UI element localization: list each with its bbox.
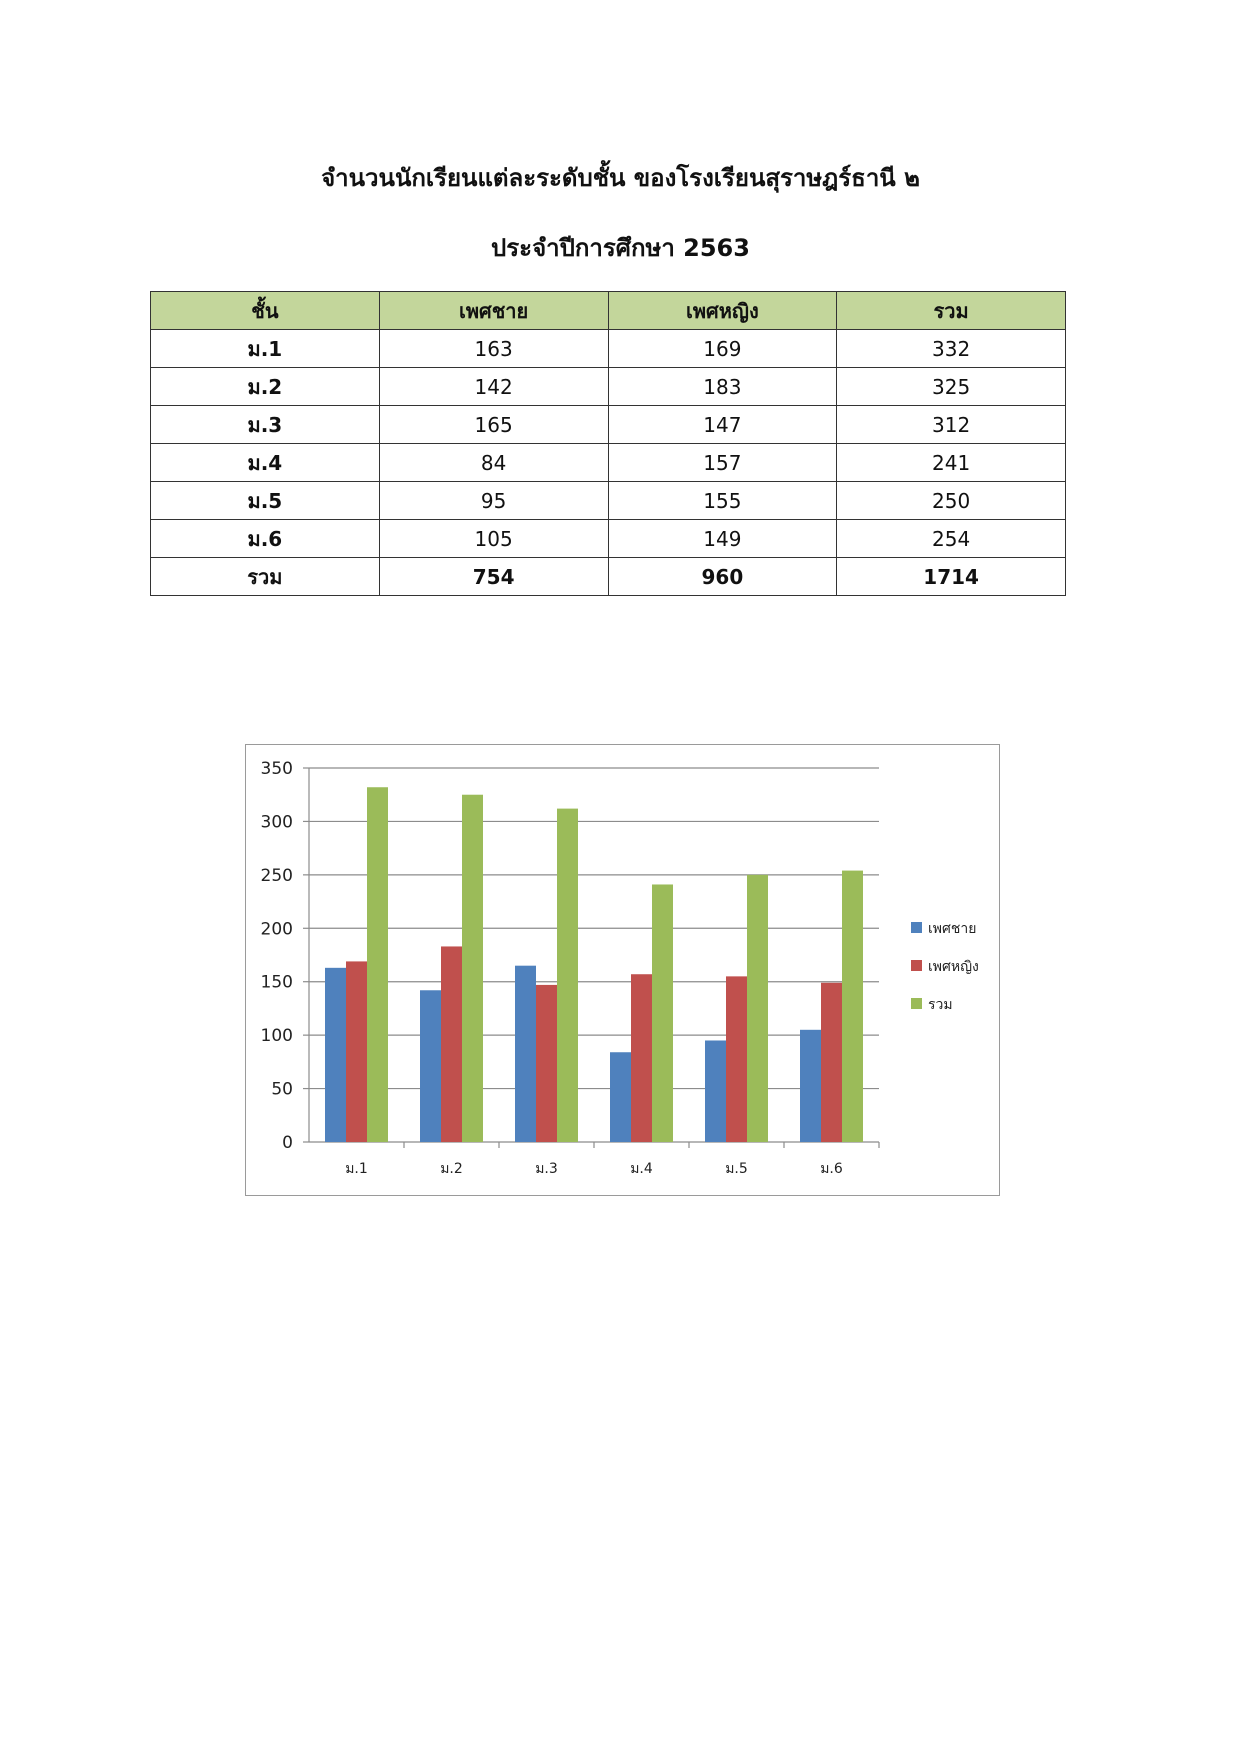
cell-grade: ม.2: [151, 368, 380, 406]
table-row: [151, 520, 1066, 558]
bar-3-6: [842, 871, 863, 1142]
cell-total: 312: [837, 406, 1066, 444]
y-tick-label: 300: [260, 812, 293, 833]
cell-male: 95: [379, 482, 608, 520]
table-row: [151, 330, 1066, 368]
legend-swatch-1: [911, 922, 922, 933]
cell-male: 165: [379, 406, 608, 444]
bar-3-4: [652, 884, 673, 1142]
bar-3-2: [462, 795, 483, 1142]
bar-3-5: [747, 875, 768, 1142]
cell-total: 332: [837, 330, 1066, 368]
cell-total-male: 754: [379, 558, 608, 596]
cell-grade: ม.4: [151, 444, 380, 482]
cell-total: 254: [837, 520, 1066, 558]
bar-1-3: [515, 966, 536, 1142]
bar-2-1: [346, 961, 367, 1142]
cell-total-female: 960: [608, 558, 837, 596]
bar-3-3: [557, 809, 578, 1142]
x-tick-label: ม.1: [345, 1161, 368, 1177]
bar-3-1: [367, 787, 388, 1142]
legend-swatch-2: [911, 960, 922, 971]
bar-1-5: [705, 1040, 726, 1142]
header-total: รวม: [837, 292, 1066, 330]
cell-female: 149: [608, 520, 837, 558]
cell-grade: ม.3: [151, 406, 380, 444]
y-tick-label: 0: [282, 1133, 293, 1153]
cell-total-all: 1714: [837, 558, 1066, 596]
document-title: จำนวนนักเรียนแต่ละระดับชั้น ของโรงเรียนสุราษฎร์ธานี ๒: [321, 164, 920, 192]
bar-2-4: [631, 974, 652, 1142]
y-tick-label: 250: [260, 865, 293, 886]
document-subtitle: ประจำปีการศึกษา 2563: [491, 234, 750, 262]
table-row: [151, 482, 1066, 520]
cell-male: 142: [379, 368, 608, 406]
y-tick-label: 150: [260, 972, 293, 993]
cell-female: 183: [608, 368, 837, 406]
x-tick-label: ม.2: [440, 1161, 463, 1177]
legend-label-3: รวม: [928, 997, 953, 1013]
cell-female: 147: [608, 406, 837, 444]
cell-grade: ม.1: [151, 330, 380, 368]
header-male: เพศชาย: [379, 292, 608, 330]
cell-male: 84: [379, 444, 608, 482]
x-tick-label: ม.4: [630, 1161, 653, 1177]
bar-2-2: [441, 946, 462, 1142]
cell-female: 169: [608, 330, 837, 368]
x-tick-label: ม.6: [820, 1161, 843, 1177]
table-row: [151, 368, 1066, 406]
header-grade: ชั้น: [151, 292, 380, 330]
bar-2-3: [536, 985, 557, 1142]
y-tick-label: 50: [271, 1079, 293, 1100]
y-tick-label: 350: [260, 759, 293, 779]
y-tick-label: 100: [260, 1026, 293, 1047]
cell-total: 250: [837, 482, 1066, 520]
cell-female: 155: [608, 482, 837, 520]
bar-1-6: [800, 1030, 821, 1142]
bar-2-6: [821, 983, 842, 1142]
legend-swatch-3: [911, 998, 922, 1009]
bar-chart-frame: [245, 744, 1000, 1196]
y-tick-label: 200: [260, 919, 293, 940]
bar-chart: [246, 745, 998, 1194]
x-tick-label: ม.5: [725, 1161, 748, 1177]
bar-1-1: [325, 968, 346, 1142]
cell-male: 105: [379, 520, 608, 558]
table-header-row: [151, 292, 1066, 330]
legend-label-2: เพศหญิง: [928, 959, 979, 975]
x-tick-label: ม.3: [535, 1161, 558, 1177]
cell-grade: ม.5: [151, 482, 380, 520]
table-row: [151, 444, 1066, 482]
cell-grade: ม.6: [151, 520, 380, 558]
student-count-table: [150, 291, 1066, 596]
cell-total: 325: [837, 368, 1066, 406]
bar-1-4: [610, 1052, 631, 1142]
table-row: [151, 406, 1066, 444]
table-total-row: [151, 558, 1066, 596]
cell-total-label: รวม: [151, 558, 380, 596]
cell-male: 163: [379, 330, 608, 368]
bar-1-2: [420, 990, 441, 1142]
legend-label-1: เพศชาย: [928, 921, 977, 937]
cell-female: 157: [608, 444, 837, 482]
bar-2-5: [726, 976, 747, 1142]
header-female: เพศหญิง: [608, 292, 837, 330]
cell-total: 241: [837, 444, 1066, 482]
